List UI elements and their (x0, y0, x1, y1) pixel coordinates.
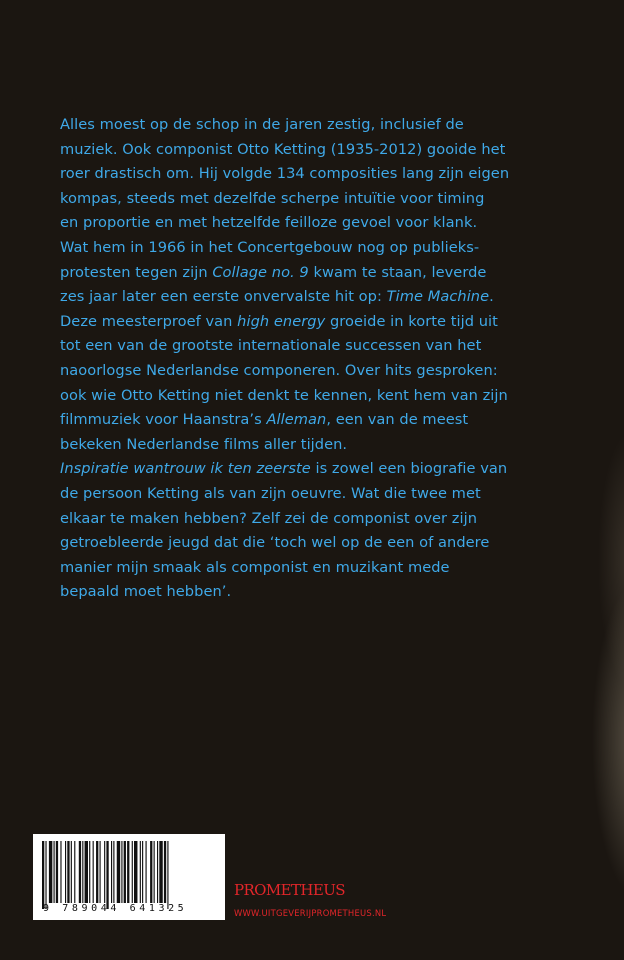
text-run: filmmuziek voor Haanstra’s (60, 411, 267, 429)
blurb-line (60, 236, 580, 261)
text-run: Wat hem in 1966 in het Concertgebouw nog op publieks- (60, 238, 480, 256)
text-run: en proportie en met hetzelfde feilloze gevoel voor klank. (60, 214, 478, 232)
italic-title: high energy (237, 312, 326, 330)
blurb-line (60, 433, 580, 458)
barcode-bar (159, 841, 162, 903)
text-run: tot een van de grootste internationale successen van het (60, 337, 482, 355)
text-run: bepaald moet hebben’. (60, 583, 232, 601)
barcode-bar (124, 841, 126, 903)
text-run: Alles moest op de schop in de jaren zestig, inclusief de (60, 116, 464, 133)
italic-title: Inspiratie wantrouw ik ten zeerste (60, 460, 311, 478)
barcode-bar (142, 841, 143, 903)
text-run: protesten tegen zijn (60, 263, 213, 281)
blurb-line (60, 211, 580, 236)
barcode-bar (150, 841, 152, 903)
barcode-bar (89, 841, 90, 903)
blurb-text (60, 113, 580, 605)
barcode-bar (79, 841, 81, 903)
barcode-bar (117, 841, 120, 903)
blurb-line (60, 285, 580, 310)
isbn-barcode (33, 834, 225, 920)
blurb-line (60, 482, 580, 507)
barcode-bar (113, 841, 114, 903)
barcode-bar (93, 841, 94, 903)
barcode-bar (164, 841, 166, 903)
isbn-digits: 9 789044 641325 (43, 903, 188, 914)
text-run: ook wie Otto Ketting niet denkt te kennen, kent hem van zijn (60, 386, 508, 404)
blurb-line (60, 334, 580, 359)
blurb-line (60, 261, 580, 286)
text-run: Deze meesterproef van (60, 312, 238, 330)
blurb-line (60, 138, 580, 163)
text-run: roer drastisch om. Hij volgde 134 composities lang zijn eigen (60, 165, 510, 183)
barcode-bar (56, 841, 58, 903)
text-run: , een van de meest (326, 411, 469, 429)
blurb-line (60, 408, 580, 433)
text-run: . (489, 288, 494, 306)
barcode-bar (146, 841, 147, 903)
barcode-bar (60, 841, 61, 903)
text-run: kompas, steeds met dezelfde scherpe intuïtie voor timing (60, 189, 485, 207)
italic-title: Time Machine (386, 288, 490, 306)
blurb-line (60, 310, 580, 335)
barcode-bar (140, 841, 141, 903)
text-run: zes jaar later een eerste onvervalste hit op: (60, 288, 387, 306)
barcode-bar (111, 841, 112, 903)
text-run: bekeken Nederlandse films aller tijden. (60, 435, 348, 453)
barcode-bar (65, 841, 66, 903)
barcode-bar (157, 841, 158, 903)
barcode-bar (104, 841, 105, 903)
text-run: manier mijn smaak als componist en muzikant mede (60, 558, 450, 576)
barcode-bar (82, 841, 83, 903)
barcode-bar (74, 841, 75, 903)
blurb-line (60, 113, 580, 138)
text-run: de persoon Ketting als van zijn oeuvre. Wat die twee met (60, 484, 481, 502)
barcode-bar (134, 841, 137, 903)
barcode-bar (45, 841, 46, 909)
blurb-line (60, 531, 580, 556)
barcode-bar (42, 841, 44, 909)
text-run: kwam te staan, leverde (308, 263, 487, 281)
text-run: naoorlogse Nederlandse componeren. Over hits gesproken: (60, 361, 498, 379)
italic-title: Collage no. 9 (212, 263, 309, 281)
text-run: elkaar te maken hebben? Zelf zei de componist over zijn (60, 509, 478, 527)
text-run: getroebleerde jeugd dat die ‘toch wel op de een of andere (60, 534, 490, 552)
barcode-bar (49, 841, 52, 903)
barcode-bar (54, 841, 55, 903)
barcode-bar (67, 841, 69, 903)
publisher-url: WWW.UITGEVERIJPROMETHEUS.NL (234, 908, 387, 918)
blurb-line (60, 556, 580, 581)
text-run: is zowel een biografie van (310, 460, 508, 478)
barcode-bar (154, 841, 155, 903)
blurb-line (60, 187, 580, 212)
blurb-line (60, 580, 580, 605)
blurb-line (60, 507, 580, 532)
barcode-bar (106, 841, 108, 909)
publisher-logo: PROMETHEUS (234, 881, 345, 899)
barcode-bar (127, 841, 129, 903)
barcode-bar (85, 841, 88, 903)
barcode-bar (100, 841, 101, 903)
text-run: muziek. Ook componist Otto Ketting (1935-2012) gooide het (60, 140, 506, 158)
blurb-line (60, 384, 580, 409)
text-run: groeide in korte tijd uit (325, 312, 498, 330)
barcode-bar (121, 841, 122, 903)
blurb-line (60, 162, 580, 187)
blurb-line (60, 457, 580, 482)
barcode-bar (71, 841, 72, 903)
barcode-bar (96, 841, 98, 903)
barcode-bar (132, 841, 133, 903)
italic-title: Alleman (266, 411, 327, 429)
barcode-bar (167, 841, 168, 909)
blurb-line (60, 359, 580, 384)
